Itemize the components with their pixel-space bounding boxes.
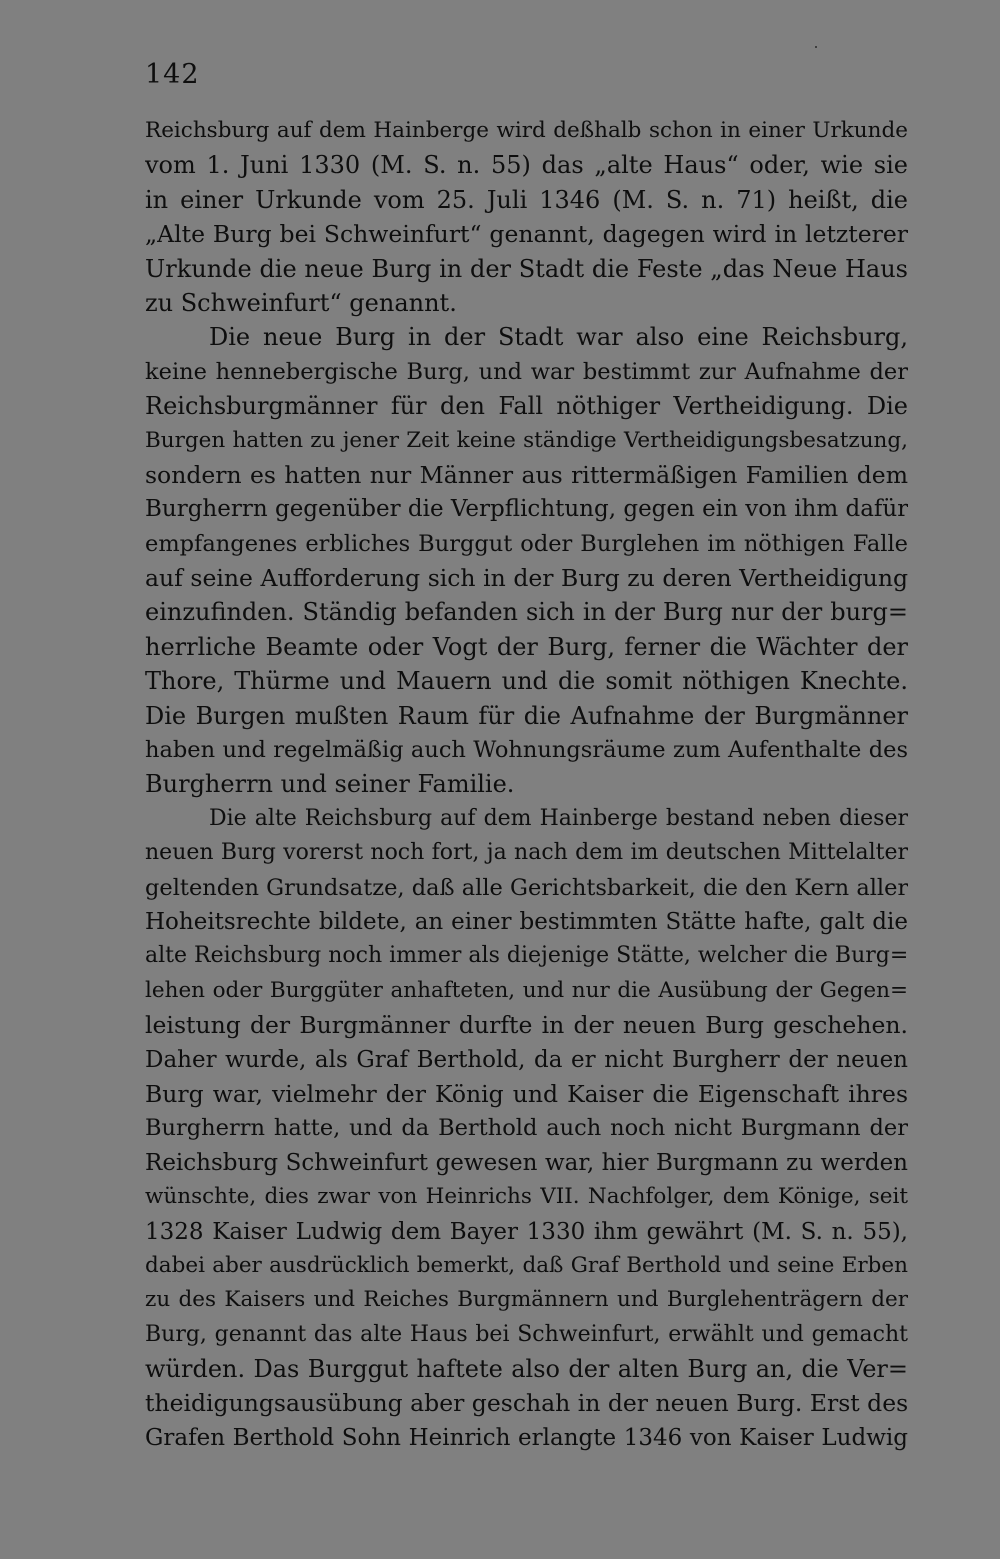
text-line: geltenden Grundsatze, daß alle Gerichtsbarkeit, die den Kern aller [145, 874, 908, 901]
text-line: Burgherrn hatte, und da Berthold auch noch nicht Burgmann der [145, 1115, 908, 1142]
text-line: in einer Urkunde vom 25. Juli 1346 (M. S. n. 71) heißt, die [145, 185, 908, 214]
text-line: vom 1. Juni 1330 (M. S. n. 55) das „alte Haus“ oder, wie sie [145, 151, 908, 180]
text-line: theidigungsausübung aber geschah in der neuen Burg. Erst des [145, 1389, 908, 1418]
text-line: haben und regelmäßig auch Wohnungsräume zum Aufenthalte des [145, 737, 908, 764]
text-line: empfangenes erbliches Burggut oder Burglehen im nöthigen Falle [145, 530, 908, 557]
text-line: lehen oder Burggüter anhafteten, und nur die Ausübung der Gegen= [145, 977, 908, 1003]
text-line: neuen Burg vorerst noch fort, ja nach dem im deutschen Mittelalter [145, 840, 908, 866]
text-line: leistung der Burgmänner durfte in der neuen Burg geschehen. [145, 1011, 908, 1040]
text-line: Burg, genannt das alte Haus bei Schweinfurt, erwählt und gemacht [145, 1321, 908, 1347]
text-line: Burgherrn gegenüber die Verpflichtung, gegen ein von ihm dafür [145, 496, 908, 523]
text-line: einzufinden. Ständig befanden sich in der Burg nur der burg= [145, 598, 908, 627]
text-line: „Alte Burg bei Schweinfurt“ genannt, dagegen wird in letzterer [145, 220, 908, 249]
text-line: würden. Das Burggut haftete also der alten Burg an, die Ver= [145, 1355, 908, 1384]
text-line: Thore, Thürme und Mauern und die somit nöthigen Knechte. [145, 667, 908, 696]
paragraph-start-line: Die alte Reichsburg auf dem Hainberge bestand neben dieser [209, 805, 908, 831]
text-line: Hoheitsrechte bildete, an einer bestimmten Stätte hafte, galt die [145, 908, 908, 935]
text-line: Daher wurde, als Graf Berthold, da er nicht Burgherr der neuen [145, 1046, 908, 1073]
text-line: Reichsburg Schweinfurt gewesen war, hier Burgmann zu werden [145, 1149, 908, 1176]
text-line: zu Schweinfurt“ genannt. [145, 288, 457, 317]
text-line: Urkunde die neue Burg in der Stadt die Feste „das Neue Haus [145, 254, 908, 283]
text-line: Burgherrn und seiner Familie. [145, 770, 515, 799]
text-line: alte Reichsburg noch immer als diejenige Stätte, welcher die Burg= [145, 943, 908, 969]
text-line: Grafen Berthold Sohn Heinrich erlangte 1346 von Kaiser Ludwig [145, 1424, 908, 1451]
text-line: zu des Kaisers und Reiches Burgmännern und Burglehenträgern der [145, 1287, 908, 1313]
text-line: Burgen hatten zu jener Zeit keine ständige Vertheidigungsbesatzung, [145, 427, 908, 453]
body-text [145, 114, 908, 1455]
text-line: dabei aber ausdrücklich bemerkt, daß Graf Berthold und seine Erben [145, 1252, 908, 1278]
page-number: 142 [145, 59, 200, 90]
text-line: 1328 Kaiser Ludwig dem Bayer 1330 ihm gewährt (M. S. n. 55), [145, 1218, 908, 1245]
text-line: Reichsburg auf dem Hainberge wird deßhalb schon in einer Urkunde [145, 118, 908, 143]
text-line: Burg war, vielmehr der König und Kaiser die Eigenschaft ihres [145, 1079, 908, 1108]
text-line: auf seine Aufforderung sich in der Burg zu deren Vertheidigung [145, 564, 908, 593]
text-line: keine hennebergische Burg, und war bestimmt zur Aufnahme der [145, 358, 908, 385]
text-line: wünschte, dies zwar von Heinrichs VII. Nachfolger, dem Könige, seit [145, 1184, 908, 1210]
text-line: sondern es hatten nur Männer aus rittermäßigen Familien dem [145, 460, 908, 489]
paragraph-start-line: Die neue Burg in der Stadt war also eine Reichsburg, [209, 323, 908, 352]
text-line: Die Burgen mußten Raum für die Aufnahme der Burgmänner [145, 701, 908, 730]
text-line: Reichsburgmänner für den Fall nöthiger Vertheidigung. Die [145, 392, 908, 421]
text-line: herrliche Beamte oder Vogt der Burg, ferner die Wächter der [145, 632, 908, 661]
scan-speck [815, 46, 817, 48]
